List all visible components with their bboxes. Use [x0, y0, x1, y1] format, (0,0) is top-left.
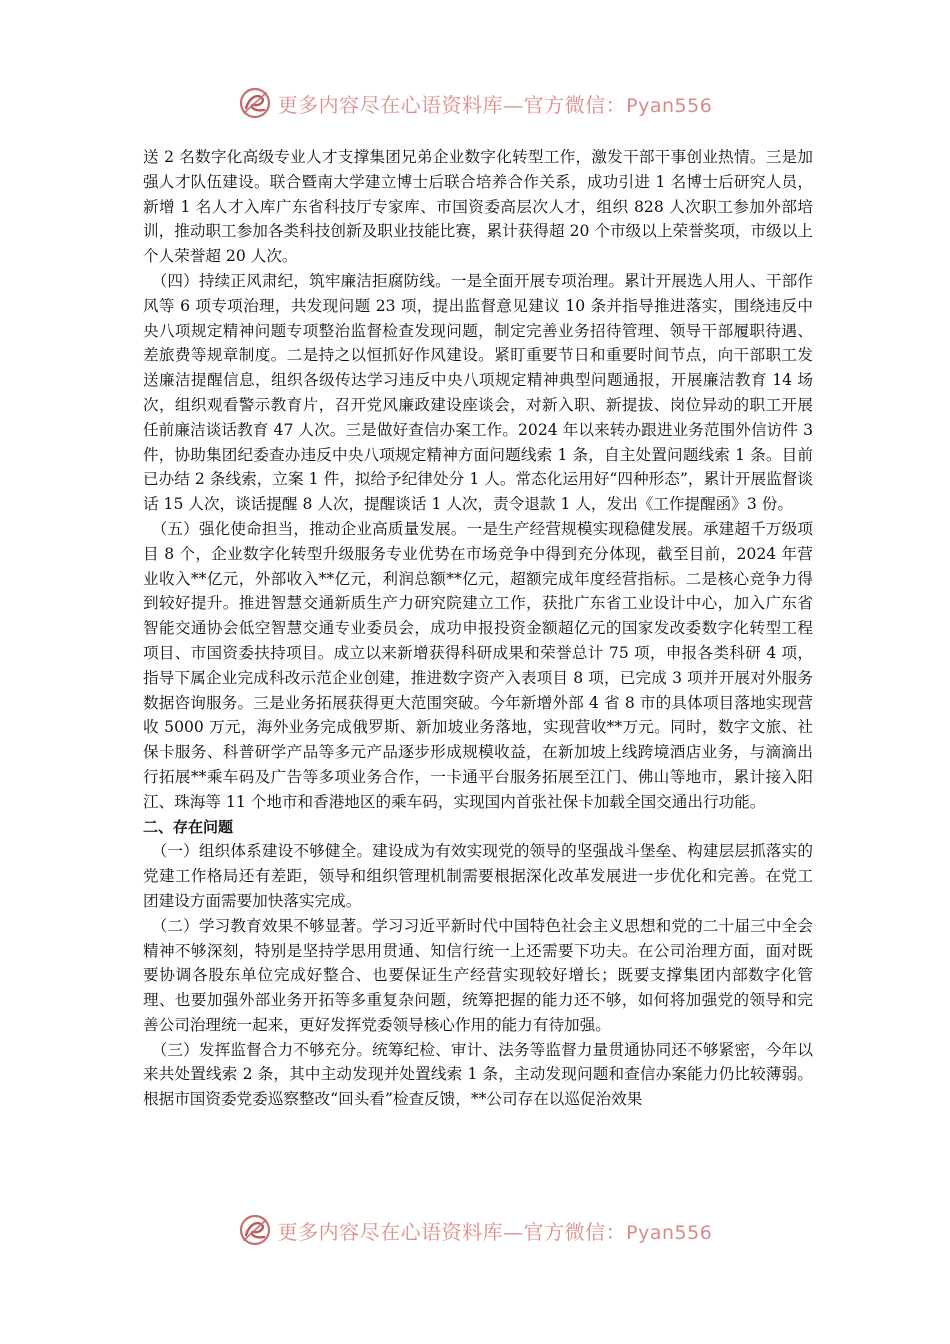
signature-logo-icon	[238, 1213, 272, 1247]
paragraph-intro: 送 2 名数字化高级专业人才支撑集团兄弟企业数字化转型工作，激发干部干事创业热情。三是加强人才队伍建设。联合暨南大学建立博士后联合培养合作关系，成功引进 1 名博士后研究人员，新增 1 名人才入库广东省科技厅专家库、市国资委高层次人才，组织 828 人次职工参加外部培训，推动职工参加各类科技创新及职业技能比赛，累计获得超 20 个市级以上荣誉奖项，市级以上个人荣誉超 20 人次。	[143, 148, 813, 266]
paragraph-section-4: （四）持续正风肃纪，筑牢廉洁拒腐防线。一是全面开展专项治理。累计开展选人用人、干部作风等 6 项专项治理，共发现问题 23 项，提出监督意见建议 10 条并指导推进落实，围绕违反中央八项规定精神问题专项整治监督检查发现问题，制定完善业务招待管理、领导干部履职待遇、差旅费等规章制度。二是持之以恒抓好作风建设。紧盯重要节日和重要时间节点，向干部职工发送廉洁提醒信息，组织各级传达学习违反中央八项规定精神典型问题通报，开展廉洁教育 14 场次，组织观看警示教育片，召开党风廉政建设座谈会，对新入职、新提拔、岗位异动的职工开展任前廉洁谈话教育 47 人次。三是做好查信办案工作。2024 年以来转办跟进业务范围外信访件 3 件，协助集团纪委查办违反中央八项规定精神方面问题线索 1 条，自主处置问题线索 1 条。目前已办结 2 条线索，立案 1 件，拟给予纪律处分 1 人。常态化运用好“四种形态”，累计开展监督谈话 15 人次，谈话提醒 8 人次，提醒谈话 1 人次，责令退款 1 人，发出《工作提醒函》3 份。	[143, 271, 813, 514]
section-heading-problems: 二、存在问题	[143, 817, 234, 836]
watermark-text: 更多内容尽在心语资料库—官方微信：Pyan556	[277, 92, 713, 117]
watermark-header	[0, 83, 950, 123]
signature-logo-icon	[238, 86, 272, 120]
paragraph-problem-1: （一）组织体系建设不够健全。建设成为有效实现党的领导的坚强战斗堡垒、构建层层抓落实的党建工作格局还有差距，领导和组织管理机制需要根据深化改革发展进一步优化和完善。在党工团建设方面需要加快落实完成。	[143, 842, 813, 910]
paragraph-problem-3: （三）发挥监督合力不够充分。统筹纪检、审计、法务等监督力量贯通协同还不够紧密，今年以来共处置线索 2 条，其中主动发现并处置线索 1 条，主动发现问题和查信办案能力仍比较薄弱。根据市国资委党委巡察整改“回头看”检查反馈，**公司存在以巡促治效果	[143, 1040, 813, 1109]
paragraph-problem-2: （二）学习教育效果不够显著。学习习近平新时代中国特色社会主义思想和党的二十届三中全会精神不够深刻，特别是坚持学思用贯通、知信行统一上还需要下功夫。在公司治理方面，面对既要协调各股东单位完成好整合、也要保证生产经营实现较好增长；既要支撑集团内部数字化管理、也要加强外部业务开拓等多重复杂问题，统筹把握的能力还不够，如何将加强党的领导和完善公司治理统一起来，更好发挥党委领导核心作用的能力有待加强。	[143, 916, 813, 1034]
paragraph-section-5: （五）强化使命担当，推动企业高质量发展。一是生产经营规模实现稳健发展。承建超千万级项目 8 个，企业数字化转型升级服务专业优势在市场竞争中得到充分体现，截至目前，2024 年营业收入**亿元，外部收入**亿元，利润总额**亿元，超额完成年度经营指标。二是核心竞争力得到较好提升。推进智慧交通新质生产力研究院建立工作，获批广东省工业设计中心，加入广东省智能交通协会低空智慧交通专业委员会，成功申报投资金额超亿元的国家发改委数字化转型工程项目、市国资委扶持项目。成立以来新增获得科研成果和荣誉总计 75 项，申报各类科研 4 项，指导下属企业完成科改示范企业创建，推进数字资产入表项目 8 项，已完成 3 项并开展对外服务数据咨询服务。三是业务拓展获得更大范围突破。今年新增外部 4 省 8 市的具体项目落地实现营收 5000 万元，海外业务完成俄罗斯、新加坡业务落地，实现营收**万元。同时，数字文旅、社保卡服务、科普研学产品等多元产品逐步形成规模收益，在新加坡上线跨境酒店业务，与滴滴出行拓展**乘车码及广告等多项业务合作，一卡通平台服务拓展至江门、佛山等地市，累计接入阳江、珠海等 11 个地市和香港地区的乘车码，实现国内首张社保卡加载全国交通出行功能。	[143, 519, 813, 811]
watermark-text: 更多内容尽在心语资料库—官方微信：Pyan556	[277, 1219, 713, 1244]
document-body	[143, 145, 813, 1112]
watermark-footer	[0, 1210, 950, 1250]
